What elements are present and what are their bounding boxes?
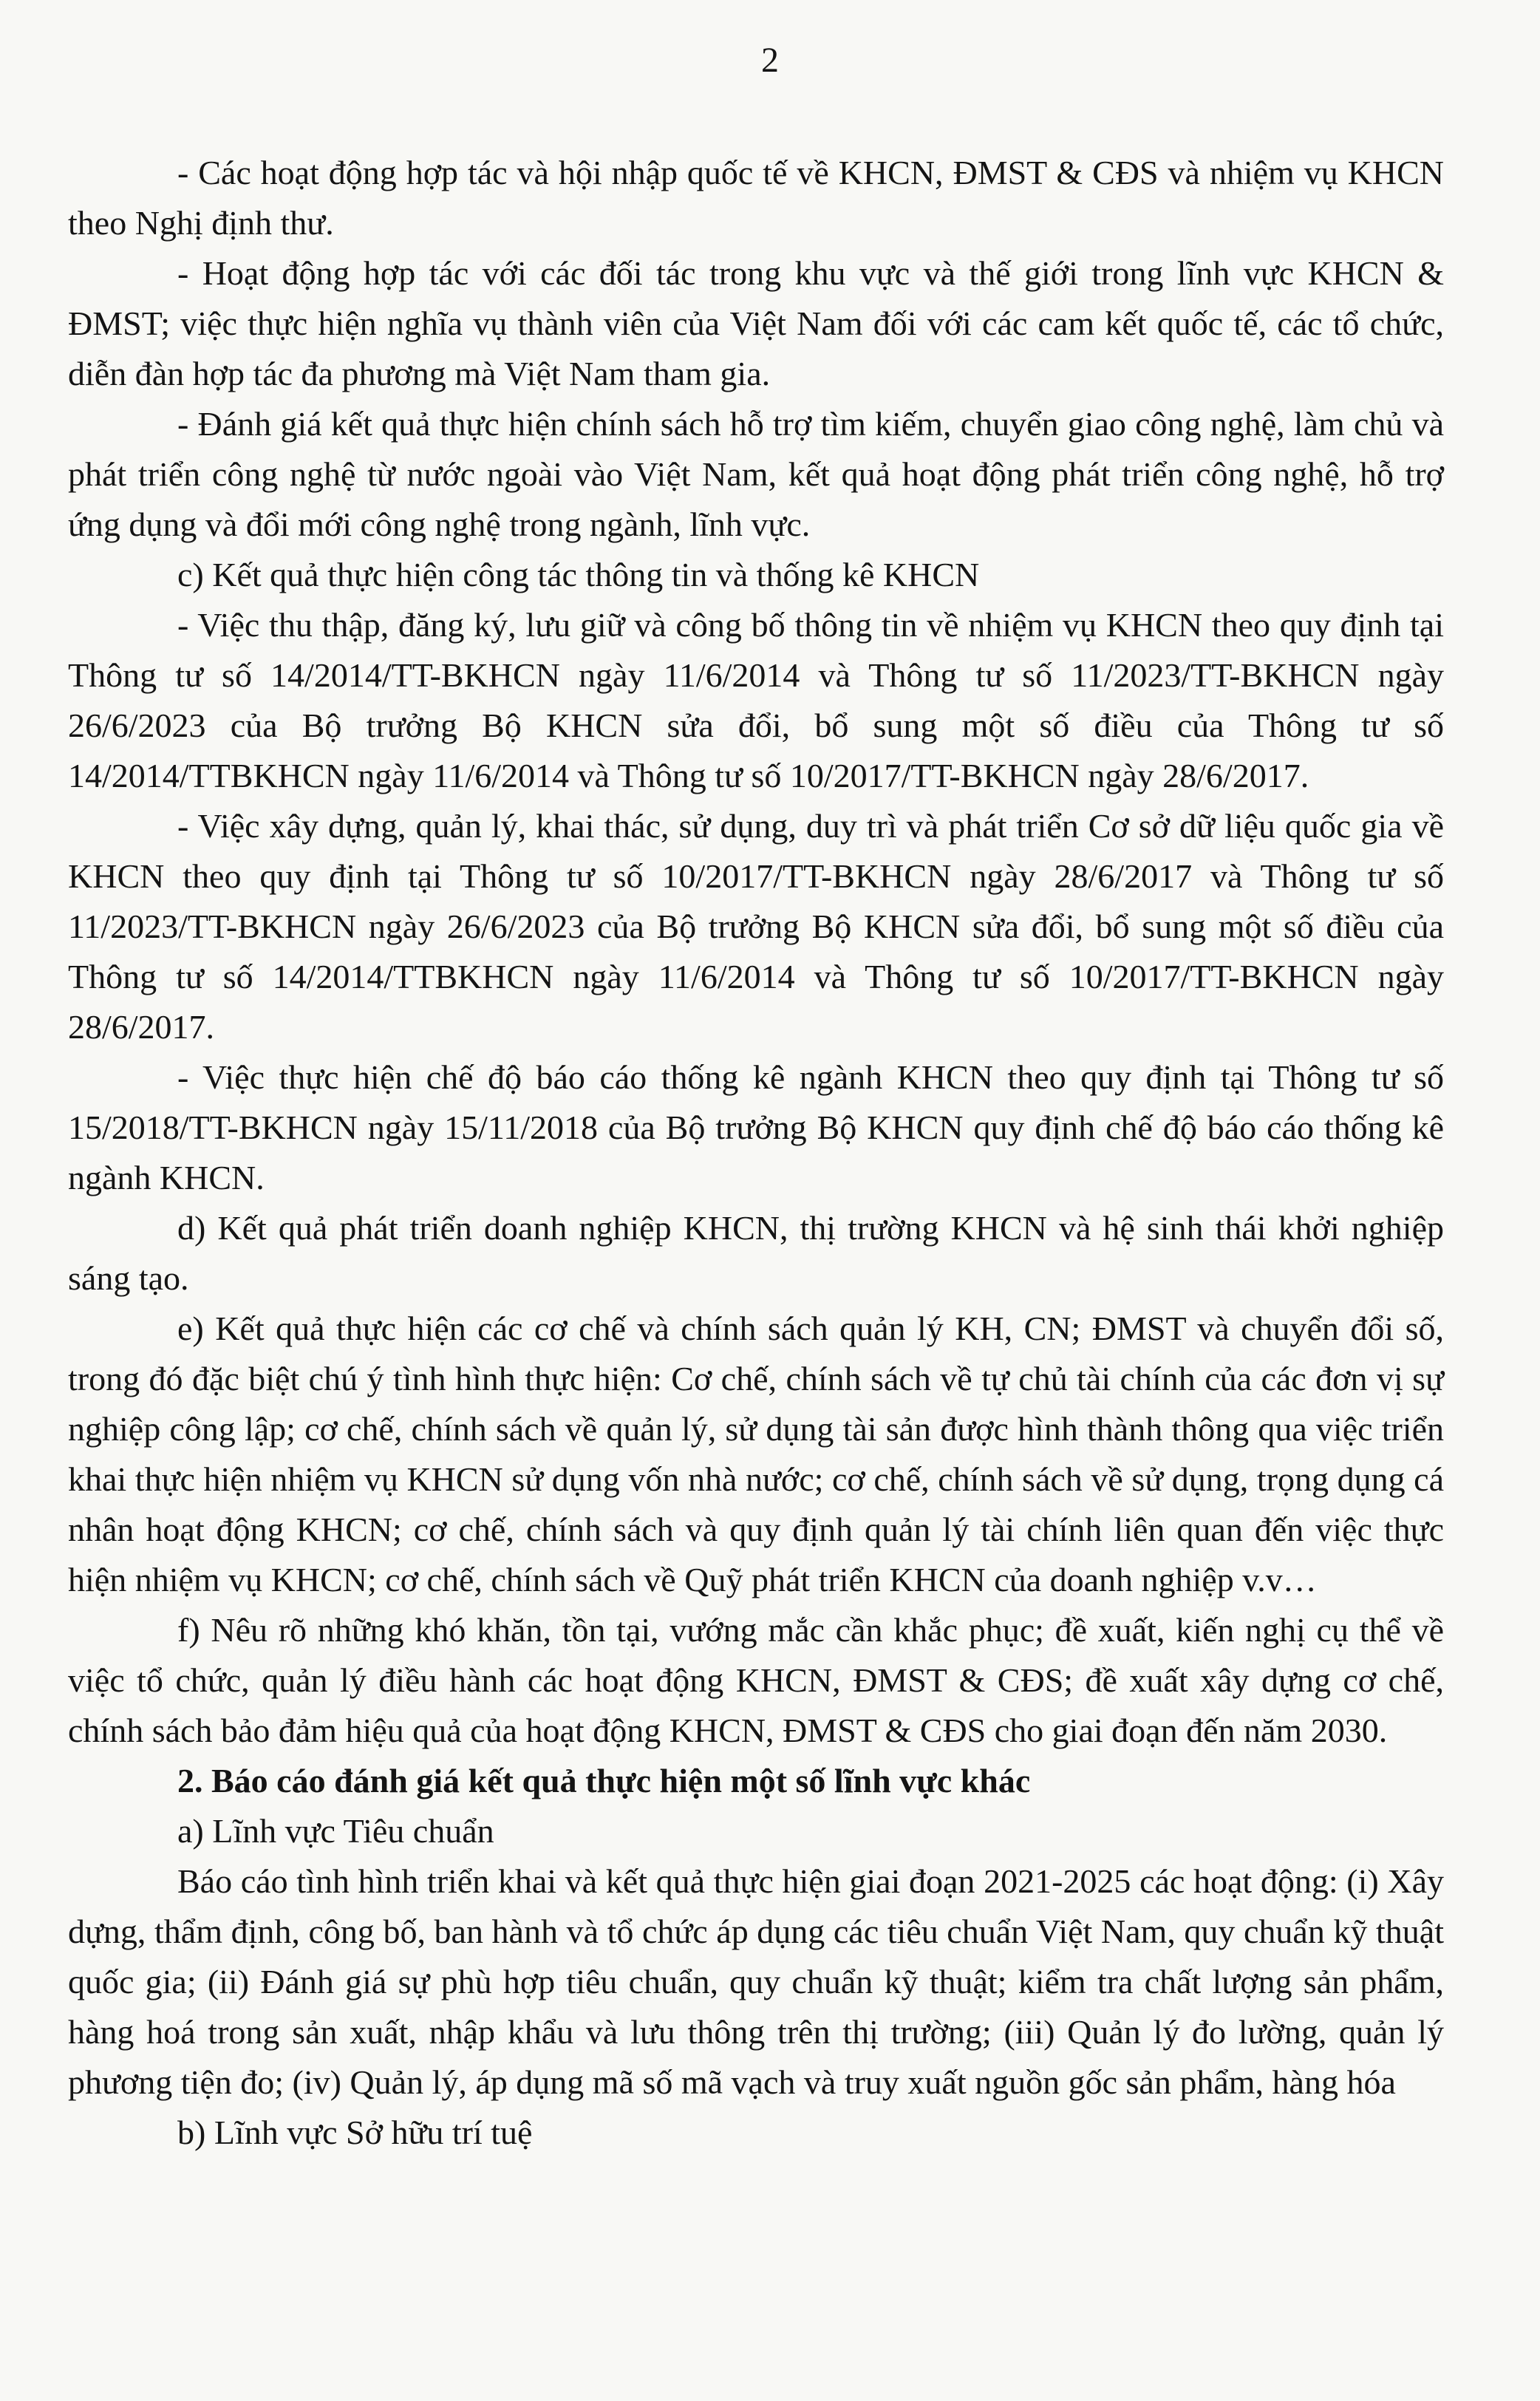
paragraph-standards-report: Báo cáo tình hình triển khai và kết quả thực hiện giai đoạn 2021-2025 các hoạt động: (i) Xây dựng, thẩm định, công bố, ban hành và tổ chức áp dụng các tiêu chuẩn Việt Nam, quy chuẩn kỹ thuật quốc gia; (ii) Đánh giá sự phù hợp tiêu chuẩn, quy chuẩn kỹ thuật; kiểm tra chất lượng sản phẩm, hàng hoá trong sản xuất, nhập khẩu và lưu thông trên thị trường; (iii) Quản lý đo lường, quản lý phương tiện đo; (iv) Quản lý, áp dụng mã số mã vạch và truy xuất nguồn gốc sản phẩm, hàng hóa: [68, 1862, 1444, 2101]
subsection-c-heading: c) Kết quả thực hiện công tác thông tin và thống kê KHCN: [177, 556, 980, 593]
paragraph-database-development: - Việc xây dựng, quản lý, khai thác, sử dụng, duy trì và phát triển Cơ sở dữ liệu quốc gia về KHCN theo quy định tại Thông tư số 10/2017/TT-BKHCN ngày 28/6/2017 và Thông tư số 11/2023/TT-BKHCN ngày 26/6/2023 của Bộ trưởng Bộ KHCN sửa đổi, bổ sung một số điều của Thông tư số 14/2014/TTBKHCN ngày 11/6/2014 và Thông tư số 10/2017/TT-BKHCN ngày 28/6/2017.: [68, 807, 1444, 1046]
page-number: 2: [761, 41, 779, 80]
paragraph-international-cooperation: - Các hoạt động hợp tác và hội nhập quốc tế về KHCN, ĐMST & CĐS và nhiệm vụ KHCN theo Nghị định thư.: [68, 154, 1444, 242]
paragraph-technology-transfer: - Đánh giá kết quả thực hiện chính sách hỗ trợ tìm kiếm, chuyển giao công nghệ, làm chủ và phát triển công nghệ từ nước ngoài vào Việt Nam, kết quả hoạt động phát triển công nghệ, hỗ trợ ứng dụng và đổi mới công nghệ trong ngành, lĩnh vực.: [68, 405, 1444, 543]
subsection-a-heading: a) Lĩnh vực Tiêu chuẩn: [177, 1812, 494, 1850]
paragraph-information-collection: - Việc thu thập, đăng ký, lưu giữ và công bố thông tin về nhiệm vụ KHCN theo quy định tại Thông tư số 14/2014/TT-BKHCN ngày 11/6/2014 và Thông tư số 11/2023/TT-BKHCN ngày 26/6/2023 của Bộ trưởng Bộ KHCN sửa đổi, bổ sung một số điều của Thông tư số 14/2014/TTBKHCN ngày 11/6/2014 và Thông tư số 10/2017/TT-BKHCN ngày 28/6/2017.: [68, 606, 1444, 794]
subsection-b-heading: b) Lĩnh vực Sở hữu trí tuệ: [177, 2114, 533, 2151]
subsection-e-paragraph: e) Kết quả thực hiện các cơ chế và chính sách quản lý KH, CN; ĐMST và chuyển đổi số, trong đó đặc biệt chú ý tình hình thực hiện: Cơ chế, chính sách về tự chủ tài chính của các đơn vị sự nghiệp công lập; cơ chế, chính sách về quản lý, sử dụng tài sản được hình thành thông qua việc triển khai thực hiện nhiệm vụ KHCN sử dụng vốn nhà nước; cơ chế, chính sách về sử dụng, trọng dụng cá nhân hoạt động KHCN; cơ chế, chính sách và quy định quản lý tài chính liên quan đến việc thực hiện nhiệm vụ KHCN; cơ chế, chính sách về Quỹ phát triển KHCN của doanh nghiệp v.v…: [68, 1310, 1444, 1598]
paragraph-statistical-reporting: - Việc thực hiện chế độ báo cáo thống kê ngành KHCN theo quy định tại Thông tư số 15/2018/TT-BKHCN ngày 15/11/2018 của Bộ trưởng Bộ KHCN quy định chế độ báo cáo thống kê ngành KHCN.: [68, 1058, 1444, 1196]
subsection-d-paragraph: d) Kết quả phát triển doanh nghiệp KHCN, thị trường KHCN và hệ sinh thái khởi nghiệp sáng tạo.: [68, 1209, 1444, 1297]
subsection-f-paragraph: f) Nêu rõ những khó khăn, tồn tại, vướng mắc cần khắc phục; đề xuất, kiến nghị cụ thể về việc tổ chức, quản lý điều hành các hoạt động KHCN, ĐMST & CĐS; đề xuất xây dựng cơ chế, chính sách bảo đảm hiệu quả của hoạt động KHCN, ĐMST & CĐS cho giai đoạn đến năm 2030.: [68, 1611, 1444, 1749]
section-2-heading: 2. Báo cáo đánh giá kết quả thực hiện một số lĩnh vực khác: [177, 1762, 1031, 1799]
document-body: [68, 148, 1444, 2158]
paragraph-partner-cooperation: - Hoạt động hợp tác với các đối tác trong khu vực và thế giới trong lĩnh vực KHCN & ĐMST; việc thực hiện nghĩa vụ thành viên của Việt Nam đối với các cam kết quốc tế, các tổ chức, diễn đàn hợp tác đa phương mà Việt Nam tham gia.: [68, 254, 1444, 392]
